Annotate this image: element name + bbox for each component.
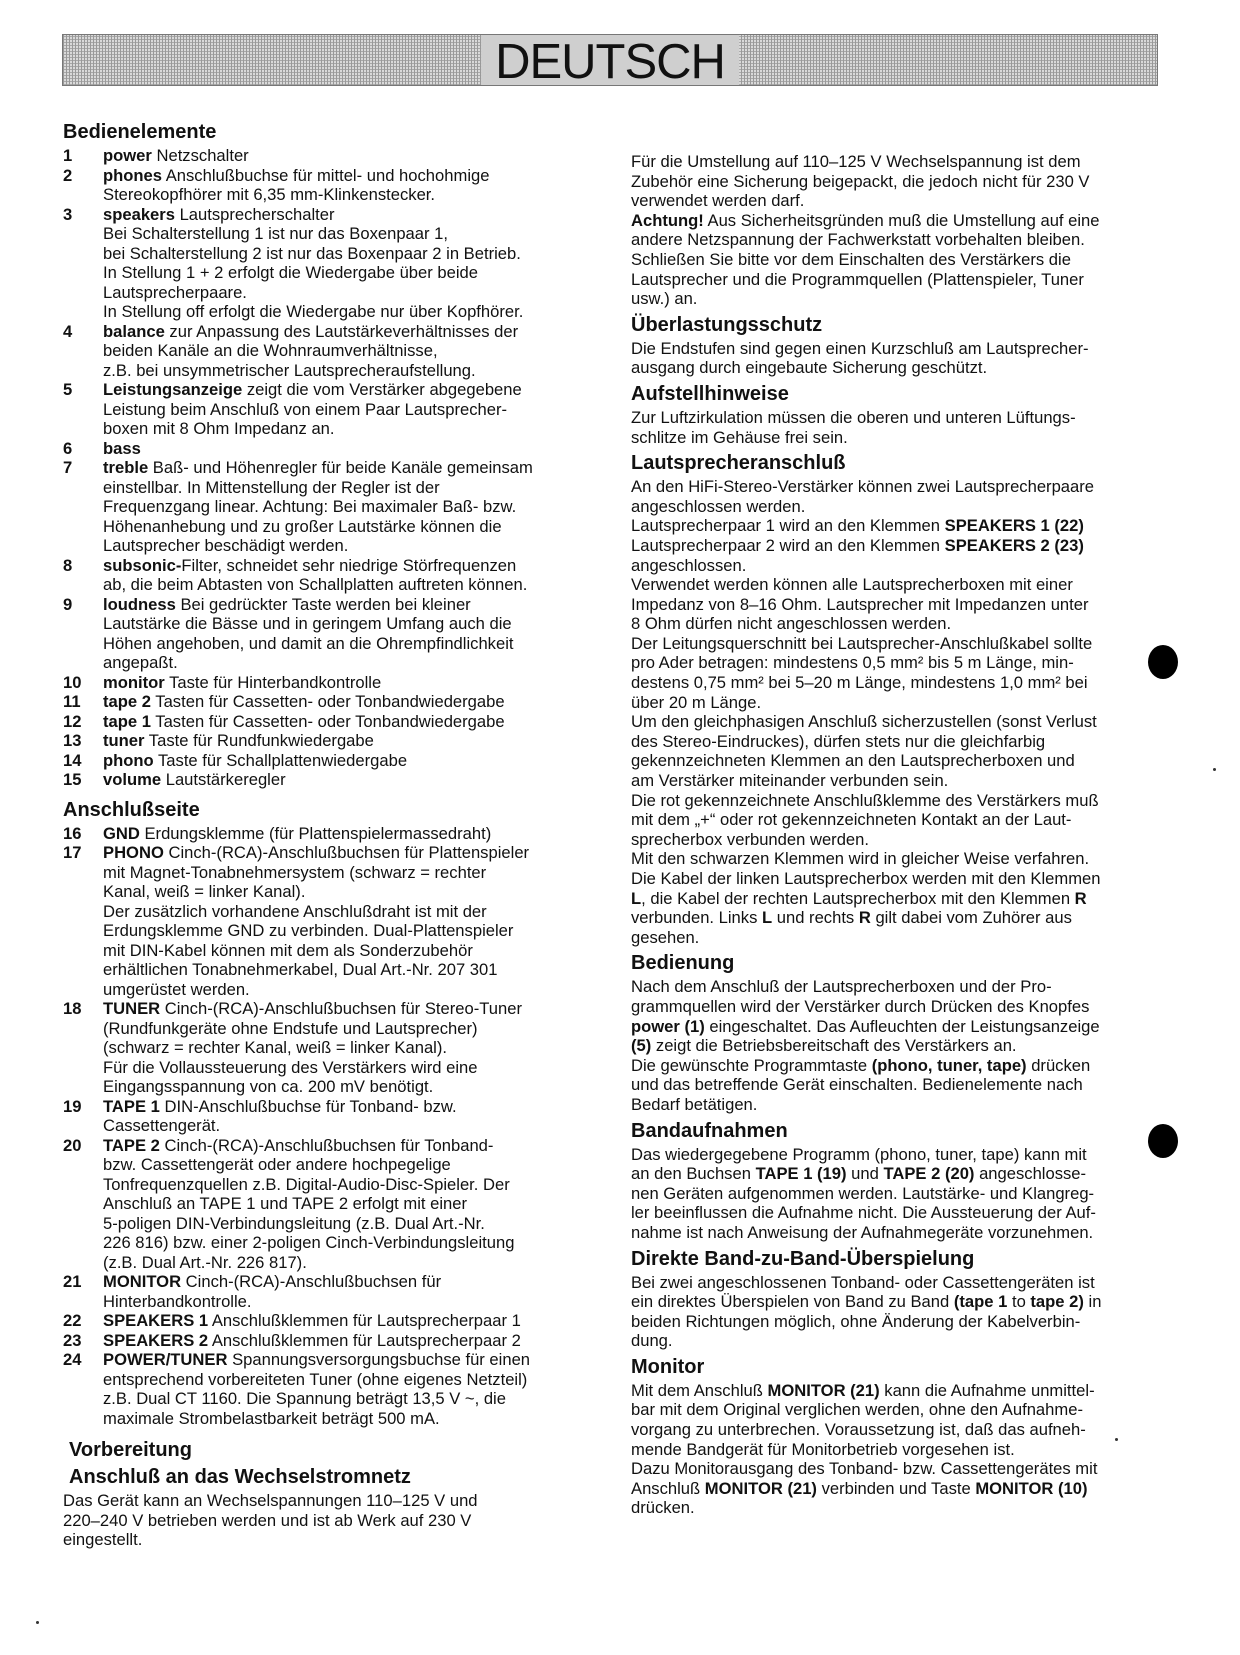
item-term: Leistungsanzeige <box>103 380 243 399</box>
item-term: PHONO <box>103 843 164 862</box>
item-description: Lautstärkeregler <box>161 770 286 789</box>
item-description: Netzschalter <box>151 146 249 165</box>
list-item <box>63 751 598 771</box>
list-item <box>63 205 598 322</box>
right-column <box>631 152 1156 1518</box>
item-term: tape 2 <box>103 692 151 711</box>
item-description: Spannungsversorgungsbuchse für einen entsprechend vorbereiteten Tuner (ohne eigenes Netzteil) z.B. Dual CT 1160. Die Spannung beträgt 13,5 V ~, die maximale Strombelastbarkeit beträgt 500 mA. <box>103 1350 531 1428</box>
item-description: Lautsprecherschalter Bei Schalterstellung 1 ist nur das Boxenpaar 1, bei Schalterstellung 2 ist nur das Boxenpaar 2 in Betrieb. In Stellung 1 + 2 erfolgt die Wiedergabe über beide Lautsprecherpaare. In Stellung off erfolgt die Wiedergabe nur über Kopfhörer. <box>103 204 524 321</box>
item-number: 13 <box>63 731 82 750</box>
intro-text: Für die Umstellung auf 110–125 V Wechselspannung ist dem Zubehör eine Sicherung beigepackt, die jedoch nicht für 230 V verwendet werden darf. Achtung! Aus Sicherheitsgründen muß die Umstellung auf eine andere Netzspannung der Fachwerkstatt vorbehalten bleiben. Schließen Sie bitte vor dem Einschalten des Verstärkers die Lautsprecher und die Programmquellen (Plattenspieler, Tuner usw.) an. <box>631 152 1100 309</box>
list-item <box>63 999 598 1097</box>
list-item <box>63 595 598 673</box>
list-item <box>63 322 598 381</box>
item-term: balance <box>103 321 165 341</box>
item-number: 5 <box>63 380 73 399</box>
item-term: SPEAKERS 2 <box>103 1330 209 1350</box>
item-number: 21 <box>63 1272 82 1291</box>
item-term: GND <box>103 823 140 843</box>
item-description: Taste für Rundfunkwiedergabe <box>144 731 374 750</box>
left-column <box>63 120 598 1550</box>
item-term: monitor <box>103 672 165 692</box>
item-number: 15 <box>63 770 82 789</box>
list-item <box>63 692 598 712</box>
item-term: POWER/TUNER <box>103 1350 228 1369</box>
item-description: Taste für Hinterbandkontrolle <box>164 672 382 692</box>
item-description: Erdungsklemme (für Plattenspielermassedraht) <box>139 823 492 843</box>
item-term: loudness <box>103 594 176 614</box>
registration-dot <box>1148 645 1178 679</box>
list-item <box>63 1311 598 1331</box>
item-description: Tasten für Cassetten- oder Tonbandwiedergabe <box>150 711 505 731</box>
connections-list <box>63 824 598 1429</box>
page-title: DEUTSCH <box>481 35 739 85</box>
item-description: Anschlußklemmen für Lautsprecherpaar 1 <box>208 1311 521 1330</box>
item-description: zur Anpassung des Lautstärkeverhältnisses der beiden Kanäle an die Wohnraumverhältnisse, z.B. bei unsymmetrischer Lautsprecheraufstellung. <box>103 321 519 380</box>
item-number: 24 <box>63 1350 82 1369</box>
item-term: speakers <box>103 204 175 224</box>
list-item <box>63 458 598 556</box>
controls-heading: Bedienelemente <box>63 121 217 143</box>
item-number: 8 <box>63 555 73 575</box>
section-heading: Monitor <box>631 1355 705 1378</box>
header-banner <box>62 34 1158 89</box>
item-number: 7 <box>63 458 73 477</box>
section-text: Bei zwei angeschlossenen Tonband- oder Cassettengeräten ist ein direktes Überspielen von Band zu Band (tape 1 to tape 2) in beiden Richtungen möglich, ohne Änderung der Kabelverbin- dung. <box>631 1272 1102 1351</box>
item-number: 12 <box>63 711 82 731</box>
item-number: 18 <box>63 999 82 1018</box>
item-number: 19 <box>63 1096 82 1116</box>
ac-heading: Anschluß an das Wechselstromnetz <box>69 1466 411 1488</box>
list-item <box>63 673 598 693</box>
scan-speck <box>1115 1438 1118 1441</box>
item-description: Anschlußbuchse für mittel- und hochohmige Stereokopfhörer mit 6,35 mm-Klinkenstecker. <box>103 165 490 204</box>
item-number: 22 <box>63 1311 82 1330</box>
list-item <box>63 1331 598 1351</box>
list-item <box>63 1097 598 1136</box>
list-item <box>63 731 598 751</box>
item-description: Anschlußklemmen für Lautsprecherpaar 2 <box>208 1330 521 1350</box>
controls-list <box>63 146 598 790</box>
item-term: treble <box>103 458 149 477</box>
item-term: TAPE 1 <box>103 1096 160 1116</box>
section-heading: Aufstellhinweise <box>631 382 789 405</box>
section-text: An den HiFi-Stereo-Verstärker können zwei Lautsprecherpaare angeschlossen werden. Lautsprecherpaar 1 wird an den Klemmen SPEAKERS 1 (22) Lautsprecherpaar 2 wird an den Klemmen SPEAKERS 2 (23) angeschlossen. Verwendet werden können alle Lautsprecherboxen mit einer Impedanz von 8–16 Ohm. Lautsprecher mit Impedanzen unter 8 Ohm dürfen nicht angeschlossen werden. Der Leitungsquerschnitt bei Lautsprecher-Anschlußkabel sollte pro Ader betragen: mindestens 0,5 mm² bis 5 m Länge, min- destens 0,75 mm² bei 5–20 m Länge, mindestens 1,0 mm² bei über 20 m Länge. Um den gleichphasigen Anschluß sicherzustellen (sonst Verlust des Stereo-Eindruckes), dürfen stets nur die gleichfarbig gekennzeichneten Klemmen an den Lautsprecherboxen und am Verstärker miteinander verbunden sein. Die rot gekennzeichnete Anschlußklemme des Verstärkers muß mit dem „+“ oder rot gekennzeichneten Kontakt an der Laut- sprecherbox verbunden werden. Mit den schwarzen Klemmen wird in gleicher Weise verfahren. Die Kabel der linken Lautsprecherbox werden mit den Klemmen L, die Kabel der rechten Lautsprecherbox mit den Klemmen R verbunden. Links L und rechts R gilt dabei vom Zuhörer aus gesehen. <box>631 477 1101 947</box>
item-number: 2 <box>63 165 73 185</box>
item-term: MONITOR <box>103 1272 182 1291</box>
list-item <box>63 1272 598 1311</box>
section-text: Die Endstufen sind gegen einen Kurzschluß am Lautsprecher- ausgang durch eingebaute Sicherung geschützt. <box>631 338 1089 378</box>
list-item <box>63 166 598 205</box>
item-term: power <box>103 146 152 165</box>
item-term: TAPE 2 <box>103 1135 160 1155</box>
item-number: 14 <box>63 750 82 770</box>
item-description: DIN-Anschlußbuchse für Tonband- bzw. Cassettengerät. <box>103 1096 457 1135</box>
scan-speck <box>1213 768 1216 771</box>
ac-text: Das Gerät kann an Wechselspannungen 110–125 V und 220–240 V betrieben werden und ist ab Werk auf 230 V eingestellt. <box>63 1491 478 1550</box>
item-description: Filter, schneidet sehr niedrige Störfrequenzen ab, die beim Abtasten von Schallplatten auftreten können. <box>103 555 528 594</box>
item-term: phono <box>103 750 154 770</box>
item-term: tape 1 <box>103 711 151 731</box>
item-number: 17 <box>63 843 82 862</box>
section-text: Zur Luftzirkulation müssen die oberen und unteren Lüftungs- schlitze im Gehäuse frei sein. <box>631 407 1076 447</box>
list-item <box>63 1350 598 1428</box>
list-item <box>63 712 598 732</box>
registration-dot <box>1148 1124 1178 1158</box>
item-number: 4 <box>63 321 73 341</box>
item-number: 11 <box>63 692 81 711</box>
list-item <box>63 843 598 999</box>
item-number: 16 <box>63 823 82 843</box>
item-number: 23 <box>63 1330 82 1350</box>
list-item <box>63 380 598 439</box>
item-number: 9 <box>63 594 73 614</box>
section-text: Nach dem Anschluß der Lautsprecherboxen und der Pro- grammquellen wird der Verstärker durch Drücken des Knopfes power (1) eingeschaltet. Das Aufleuchten der Leistungsanzeige (5) zeigt die Betriebsbereitschaft des Verstärkers an. Die gewünschte Programmtaste (phono, tuner, tape) drücken und das betreffende Gerät einschalten. Bedienelemente nach Bedarf betätigen. <box>631 977 1100 1114</box>
list-item <box>63 439 598 459</box>
item-number: 1 <box>63 146 73 165</box>
item-description: Bei gedrückter Taste werden bei kleiner Lautstärke die Bässe und in geringem Umfang auch die Höhen angehoben, und damit an die Ohrempfindlichkeit angepaßt. <box>103 594 514 672</box>
item-number: 10 <box>63 672 82 692</box>
item-term: tuner <box>103 731 145 750</box>
item-description: zeigt die vom Verstärker abgegebene Leistung beim Anschluß von einem Paar Lautsprecher- boxen mit 8 Ohm Impedanz an. <box>103 380 522 438</box>
item-description: Baß- und Höhenregler für beide Kanäle gemeinsam einstellbar. In Mittenstellung der Regler ist der Frequenzgang linear. Achtung: Bei maximaler Baß- bzw. Höhenanhebung und zu großer Lautstärke können die Lautsprecher beschädigt werden. <box>103 458 533 555</box>
section-heading: Direkte Band-zu-Band-Überspielung <box>631 1247 975 1270</box>
item-description: Tasten für Cassetten- oder Tonbandwiedergabe <box>150 692 505 711</box>
item-number: 6 <box>63 438 73 458</box>
preparation-heading: Vorbereitung <box>69 1439 192 1461</box>
list-item <box>63 1136 598 1273</box>
item-description: Cinch-(RCA)-Anschlußbuchsen für Plattenspieler mit Magnet-Tonabnehmersystem (schwarz = rechter Kanal, weiß = linker Kanal). Der zusätzlich vorhandene Anschlußdraht ist mit der Erdungsklemme GND zu verbinden. Dual-Plattenspieler mit DIN-Kabel können mit dem als Sonderzubehör erhältlichen Tonabnehmerkabel, Dual Art.-Nr. 207 301 umgerüstet werden. <box>103 843 530 999</box>
item-term: SPEAKERS 1 <box>103 1311 209 1330</box>
item-term: subsonic- <box>103 555 182 575</box>
item-description: Cinch-(RCA)-Anschlußbuchsen für Hinterbandkontrolle. <box>103 1272 442 1311</box>
connections-heading: Anschlußseite <box>63 798 200 821</box>
list-item <box>63 770 598 790</box>
list-item <box>63 824 598 844</box>
section-heading: Bedienung <box>631 952 735 975</box>
section-text: Mit dem Anschluß MONITOR (21) kann die Aufnahme unmittel- bar mit dem Original verglichen werden, ohne den Aufnahme- vorgang zu unterbrechen. Voraussetzung ist, daß das aufneh- mende Bandgerät für Monitorbetrieb vorgesehen ist. Dazu Monitorausgang des Tonband- bzw. Cassettengerätes mit Anschluß MONITOR (21) verbinden und Taste MONITOR (10) drücken. <box>631 1380 1098 1518</box>
item-description: Cinch-(RCA)-Anschlußbuchsen für Tonband- bzw. Cassettengerät oder andere hochpegelige Tonfrequenzquellen z.B. Digital-Audio-Disc-Spieler. Der Anschluß an TAPE 1 und TAPE 2 erfolgt mit einer 5-poligen DIN-Verbindungsleitung (z.B. Dual Art.-Nr. 226 816) bzw. einer 2-poligen Cinch-Verbindungsleitung (z.B. Dual Art.-Nr. 226 817). <box>103 1135 515 1272</box>
item-number: 3 <box>63 204 73 224</box>
list-item <box>63 556 598 595</box>
scan-speck <box>36 1621 39 1624</box>
section-heading: Bandaufnahmen <box>631 1119 788 1142</box>
list-item <box>63 146 598 166</box>
item-description: Cinch-(RCA)-Anschlußbuchsen für Stereo-Tuner (Rundfunkgeräte ohne Endstufe und Lautsprecher) (schwarz = rechter Kanal, weiß = linker Kanal). Für die Vollaussteuerung des Verstärkers wird eine Eingangsspannung von ca. 200 mV benötigt. <box>103 999 522 1096</box>
section-text: Das wiedergegebene Programm (phono, tuner, tape) kann mit an den Buchsen TAPE 1 (19) und TAPE 2 (20) angeschlosse- nen Geräten aufgenommen werden. Lautstärke- und Klangreg- ler beeinflussen die Aufnahme nicht. Die Aussteuerung der Auf- nahme ist nach Anweisung der Aufnahmegeräte vorzunehmen. <box>631 1144 1096 1242</box>
item-term: TUNER <box>103 999 161 1018</box>
item-term: phones <box>103 165 163 185</box>
item-term: volume <box>103 770 162 789</box>
item-number: 20 <box>63 1135 82 1155</box>
item-description: Taste für Schallplattenwiedergabe <box>153 750 408 770</box>
section-heading: Lautsprecheranschluß <box>631 452 846 475</box>
item-term: bass <box>103 438 141 458</box>
section-heading: Überlastungsschutz <box>631 313 823 336</box>
right-sections <box>631 313 1156 1518</box>
